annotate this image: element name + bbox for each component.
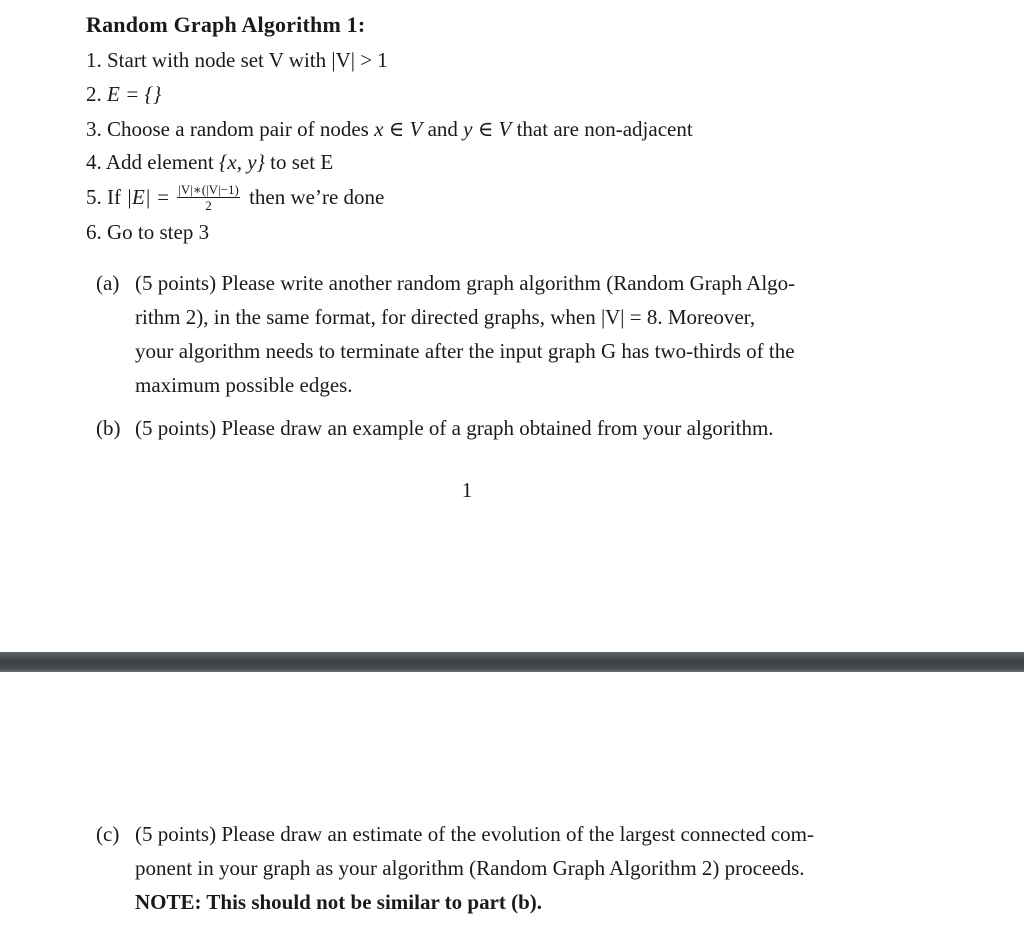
part-a-line: (5 points) Please write another random graph algorithm (Random Graph Algo- — [135, 271, 796, 295]
part-b — [96, 411, 908, 445]
part-b-line: (5 points) Please draw an example of a graph obtained from your algorithm. — [135, 416, 774, 440]
step-number: 2. — [86, 82, 102, 106]
step-text: and — [422, 117, 464, 141]
part-label: (b) — [96, 416, 121, 440]
part-a — [96, 266, 908, 402]
page-divider — [0, 652, 1024, 672]
part-c — [96, 817, 908, 919]
step-5 — [86, 181, 385, 214]
part-c-line: ponent in your graph as your algorithm (Random Graph Algorithm 2) proceeds. — [135, 856, 805, 880]
step-text: Choose a random pair of nodes — [107, 117, 375, 141]
step-number: 4. — [86, 150, 102, 174]
step-text: to set E — [264, 150, 334, 174]
part-c-body — [135, 817, 908, 919]
step-3 — [86, 116, 693, 142]
algorithm-heading: Random Graph Algorithm 1: — [86, 12, 366, 37]
part-label: (c) — [96, 822, 120, 846]
math-expression: |E| = — [126, 185, 171, 209]
step-text: that are non-adjacent — [511, 117, 693, 141]
step-4 — [86, 149, 333, 175]
step-number: 1. — [86, 48, 102, 72]
step-text: Go to step 3 — [107, 220, 210, 244]
fraction-numerator: |V|∗(|V|−1) — [178, 181, 239, 197]
step-number: 6. — [86, 220, 102, 244]
step-number: 3. — [86, 117, 102, 141]
fraction-denominator: 2 — [205, 197, 212, 213]
math-expression: y ∈ V — [463, 117, 512, 141]
page-2 — [0, 672, 1024, 938]
step-number: 5. — [86, 185, 102, 209]
part-b-body — [135, 411, 908, 445]
math-expression: {x, y} — [218, 150, 265, 174]
step-text: Start with node set V with |V| > 1 — [107, 48, 388, 72]
part-a-body — [135, 266, 908, 402]
part-c-line: (5 points) Please draw an estimate of the evolution of the largest connected com- — [135, 822, 814, 846]
math-expression: x ∈ V — [374, 117, 423, 141]
part-label: (a) — [96, 271, 120, 295]
part-c-note: NOTE: This should not be similar to part (b). — [135, 890, 543, 914]
fraction — [177, 183, 240, 212]
step-6 — [86, 219, 209, 245]
step-text: Add element — [105, 150, 219, 174]
step-text: then we’re done — [243, 185, 385, 209]
step-text: If — [107, 185, 127, 209]
part-a-line: maximum possible edges. — [135, 373, 353, 397]
part-a-line: your algorithm needs to terminate after the input graph G has two-thirds of the — [135, 339, 795, 363]
step-text: E = {} — [107, 82, 162, 106]
part-a-line: rithm 2), in the same format, for directed graphs, when |V| = 8. Moreover, — [135, 305, 756, 329]
page-number: 1 — [461, 478, 473, 502]
step-1 — [86, 47, 388, 73]
step-2 — [86, 81, 161, 107]
